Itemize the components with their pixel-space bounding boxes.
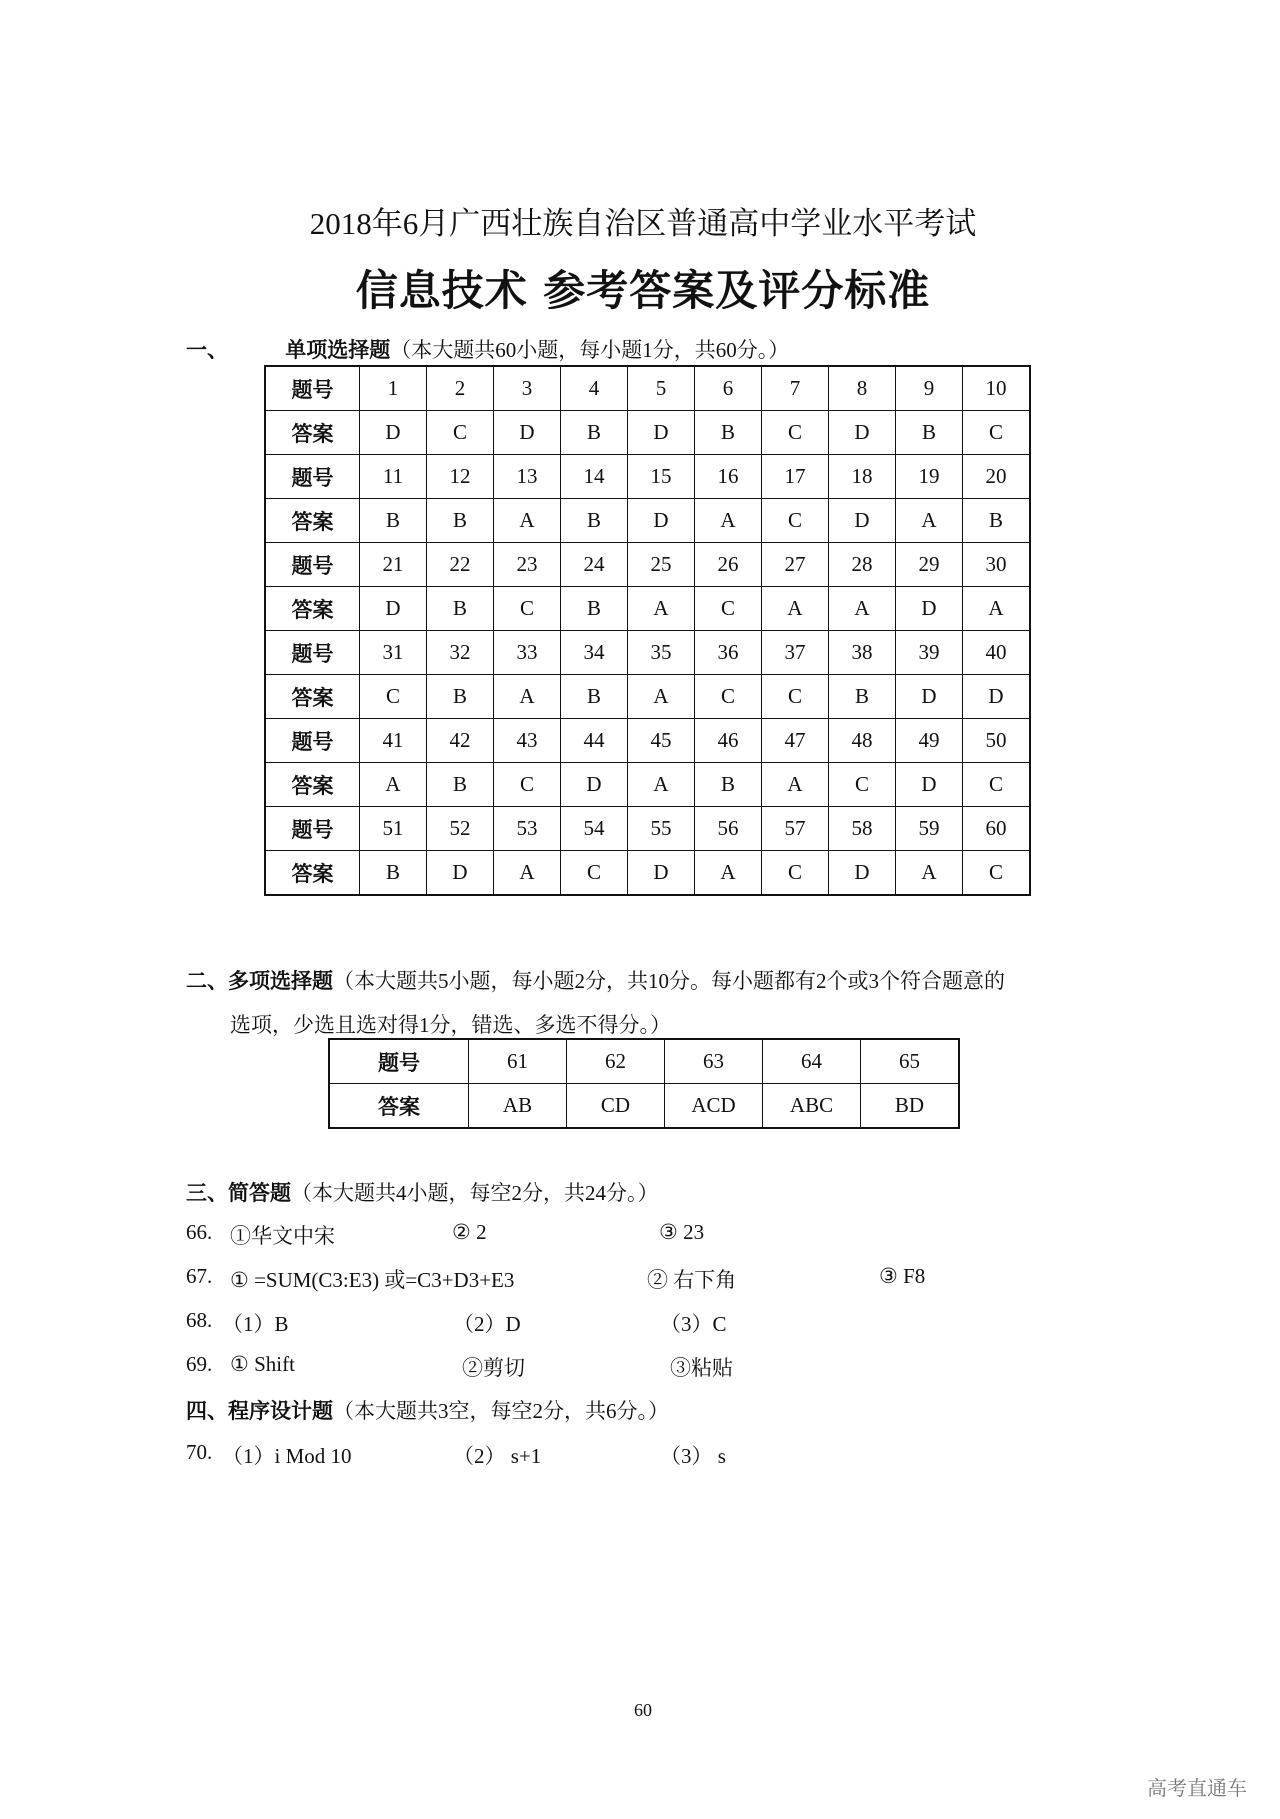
q-number: 66. [186,1220,213,1244]
answer-cell: C [963,411,1031,455]
document-subtitle: 信息技术 参考答案及评分标准 [355,266,931,315]
answer-cell: C [829,763,896,807]
question-number-cell: 10 [963,366,1031,411]
question-number-cell: 26 [695,543,762,587]
answer-1: （1）B [222,1312,289,1336]
row-label-question-number: 题号 [265,366,360,411]
answer-cell: C [762,499,829,543]
question-number-cell: 40 [963,631,1031,675]
question-number-row [265,631,1030,675]
answer-cell: A [628,675,695,719]
row-label-answer: 答案 [265,851,360,896]
answer-cell: A [695,499,762,543]
q-number: 68. [186,1308,213,1332]
question-number-cell: 49 [896,719,963,763]
section4-num: 四、 [186,1399,228,1423]
answer-cell: D [628,411,695,455]
answer-cell: A [494,675,561,719]
answer-cell: A [628,587,695,631]
q-number: 69. [186,1352,213,1376]
section4-heading [186,1395,669,1425]
answer-cell: B [695,411,762,455]
answer-1: （1）i Mod 10 [222,1444,352,1468]
answer-cell: B [427,587,494,631]
row-label-question-number: 题号 [265,455,360,499]
question-number-cell: 44 [561,719,628,763]
question-number-cell: 37 [762,631,829,675]
answer-2: ②剪切 [462,1356,525,1380]
answer-cell: C [762,851,829,896]
question-number-cell: 64 [763,1039,861,1084]
question-number-cell: 30 [963,543,1031,587]
answer-cell: D [829,411,896,455]
answer-cell: D [829,499,896,543]
question-number-cell: 21 [360,543,427,587]
question-number-cell: 46 [695,719,762,763]
answer-row [265,851,1030,896]
section3-note: （本大题共4小题，每空2分，共24分。） [291,1181,659,1205]
answer-row [265,499,1030,543]
question-number-cell: 9 [896,366,963,411]
answer-cell: CD [567,1084,665,1129]
question-number-cell: 65 [861,1039,960,1084]
answer-cell: C [427,411,494,455]
answer-2: （2） s+1 [453,1444,542,1468]
question-number-row [265,719,1030,763]
section2-note-cont: 选项，少选且选对得1分，错选、多选不得分。） [230,1013,671,1037]
question-number-row [265,807,1030,851]
answer-cell: C [963,763,1031,807]
question-number-cell: 47 [762,719,829,763]
answer-cell: B [695,763,762,807]
question-number-cell: 54 [561,807,628,851]
row-label-question-number: 题号 [265,543,360,587]
question-number-cell: 17 [762,455,829,499]
answer-cell: B [561,675,628,719]
answer-cell: C [494,763,561,807]
question-number-cell: 24 [561,543,628,587]
answer-cell: AB [469,1084,567,1129]
question-number-cell: 22 [427,543,494,587]
question-number-cell: 45 [628,719,695,763]
answer-1: ①华文中宋 [230,1224,335,1248]
question-number-cell: 25 [628,543,695,587]
answer-2: ② 右下角 [647,1268,737,1292]
answer-cell: C [762,675,829,719]
question-number-cell: 19 [896,455,963,499]
question-number-cell: 23 [494,543,561,587]
answer-cell: D [963,675,1031,719]
page-number: 60 [634,1700,652,1720]
question-number-cell: 4 [561,366,628,411]
section2-note: （本大题共5小题，每小题2分，共10分。每小题都有2个或3个符合题意的 [333,969,1005,993]
row-label-question-number: 题号 [265,807,360,851]
section3-title: 简答题 [228,1181,291,1205]
question-number-cell: 42 [427,719,494,763]
question-number-row [329,1039,959,1084]
question-number-cell: 58 [829,807,896,851]
answer-cell: A [628,763,695,807]
question-number-row [265,455,1030,499]
answer-2: ② 2 [452,1220,487,1244]
question-number-cell: 32 [427,631,494,675]
question-number-cell: 52 [427,807,494,851]
question-number-cell: 29 [896,543,963,587]
answer-cell: B [360,499,427,543]
question-number-cell: 18 [829,455,896,499]
answer-cell: B [561,411,628,455]
row-label-question-number: 题号 [329,1039,469,1084]
answer-cell: B [360,851,427,896]
row-label-answer: 答案 [265,587,360,631]
question-number-cell: 20 [963,455,1031,499]
answer-cell: B [829,675,896,719]
multi-choice-answer-table [328,1038,960,1129]
question-number-cell: 50 [963,719,1031,763]
question-number-cell: 63 [665,1039,763,1084]
question-number-cell: 28 [829,543,896,587]
answer-row [265,411,1030,455]
answer-cell: D [561,763,628,807]
question-number-cell: 35 [628,631,695,675]
question-number-row [265,543,1030,587]
question-number-cell: 36 [695,631,762,675]
question-number-cell: 31 [360,631,427,675]
question-number-cell: 8 [829,366,896,411]
section3-num: 三、 [186,1181,228,1205]
question-number-cell: 6 [695,366,762,411]
section1-heading [186,334,789,364]
exam-title: 2018年6月广西壮族自治区普通高中学业水平考试 [309,206,977,241]
question-number-cell: 41 [360,719,427,763]
question-number-cell: 15 [628,455,695,499]
question-number-cell: 27 [762,543,829,587]
answer-3: （3）C [660,1312,727,1336]
answer-cell: D [360,411,427,455]
q-number: 70. [186,1440,213,1464]
answer-cell: C [561,851,628,896]
row-label-question-number: 题号 [265,719,360,763]
question-number-cell: 16 [695,455,762,499]
question-number-cell: 59 [896,807,963,851]
answer-1: ① =SUM(C3:E3) 或=C3+D3+E3 [230,1268,515,1292]
question-number-cell: 43 [494,719,561,763]
answer-cell: A [762,763,829,807]
answer-cell: D [896,763,963,807]
answer-row [265,675,1030,719]
question-number-cell: 13 [494,455,561,499]
question-number-cell: 53 [494,807,561,851]
question-number-cell: 2 [427,366,494,411]
question-number-row [265,366,1030,411]
answer-3: （3） s [660,1444,726,1468]
section2-title: 多项选择题 [228,969,333,993]
section4-note: （本大题共3空，每空2分，共6分。） [333,1399,669,1423]
watermark: 高考直通车 [1147,1776,1247,1800]
answer-cell: A [360,763,427,807]
answer-3: ③ F8 [879,1264,926,1288]
answer-cell: C [963,851,1031,896]
answer-3: ③粘贴 [670,1356,733,1380]
answer-cell: D [494,411,561,455]
question-number-cell: 11 [360,455,427,499]
question-number-cell: 7 [762,366,829,411]
question-number-cell: 57 [762,807,829,851]
answer-cell: B [561,499,628,543]
answer-cell: C [494,587,561,631]
section3-heading [186,1177,659,1207]
question-number-cell: 14 [561,455,628,499]
answer-cell: A [896,851,963,896]
row-label-answer: 答案 [265,675,360,719]
answer-cell: B [561,587,628,631]
question-number-cell: 1 [360,366,427,411]
question-number-cell: 56 [695,807,762,851]
answer-cell: C [695,587,762,631]
question-number-cell: 33 [494,631,561,675]
answer-cell: D [427,851,494,896]
question-number-cell: 61 [469,1039,567,1084]
question-number-cell: 55 [628,807,695,851]
answer-cell: A [695,851,762,896]
answer-cell: D [829,851,896,896]
answer-cell: B [427,499,494,543]
answer-cell: D [896,675,963,719]
answer-cell: B [427,675,494,719]
question-number-cell: 3 [494,366,561,411]
section2-num: 二、 [186,969,228,993]
answer-cell: A [829,587,896,631]
row-label-answer: 答案 [265,411,360,455]
answer-cell: BD [861,1084,960,1129]
answer-row [265,587,1030,631]
row-label-answer: 答案 [265,763,360,807]
answer-row [329,1084,959,1129]
answer-cell: ACD [665,1084,763,1129]
answer-cell: A [762,587,829,631]
section2-heading [186,965,1005,995]
row-label-answer: 答案 [329,1084,469,1129]
section4-title: 程序设计题 [228,1399,333,1423]
question-number-cell: 62 [567,1039,665,1084]
answer-cell: A [896,499,963,543]
question-number-cell: 5 [628,366,695,411]
question-number-cell: 39 [896,631,963,675]
answer-cell: C [695,675,762,719]
answer-1: ① Shift [230,1352,295,1376]
answer-row [265,763,1030,807]
answer-cell: C [762,411,829,455]
q-number: 67. [186,1264,213,1288]
section1-num: 一、 [186,338,228,362]
answer-cell: D [360,587,427,631]
answer-cell: D [628,851,695,896]
answer-3: ③ 23 [659,1220,705,1244]
row-label-answer: 答案 [265,499,360,543]
question-number-cell: 48 [829,719,896,763]
question-number-cell: 34 [561,631,628,675]
answer-cell: C [360,675,427,719]
question-number-cell: 12 [427,455,494,499]
answer-cell: A [963,587,1031,631]
question-number-cell: 60 [963,807,1031,851]
answer-cell: D [628,499,695,543]
answer-cell: B [963,499,1031,543]
row-label-question-number: 题号 [265,631,360,675]
answer-cell: B [896,411,963,455]
answer-cell: B [427,763,494,807]
answer-cell: ABC [763,1084,861,1129]
question-number-cell: 51 [360,807,427,851]
single-choice-answer-table [264,365,1031,896]
section1-note: （本大题共60小题，每小题1分，共60分。） [390,338,790,362]
answer-cell: A [494,851,561,896]
section1-title: 单项选择题 [285,338,391,362]
answer-cell: A [494,499,561,543]
answer-2: （2）D [453,1312,521,1336]
question-number-cell: 38 [829,631,896,675]
answer-cell: D [896,587,963,631]
